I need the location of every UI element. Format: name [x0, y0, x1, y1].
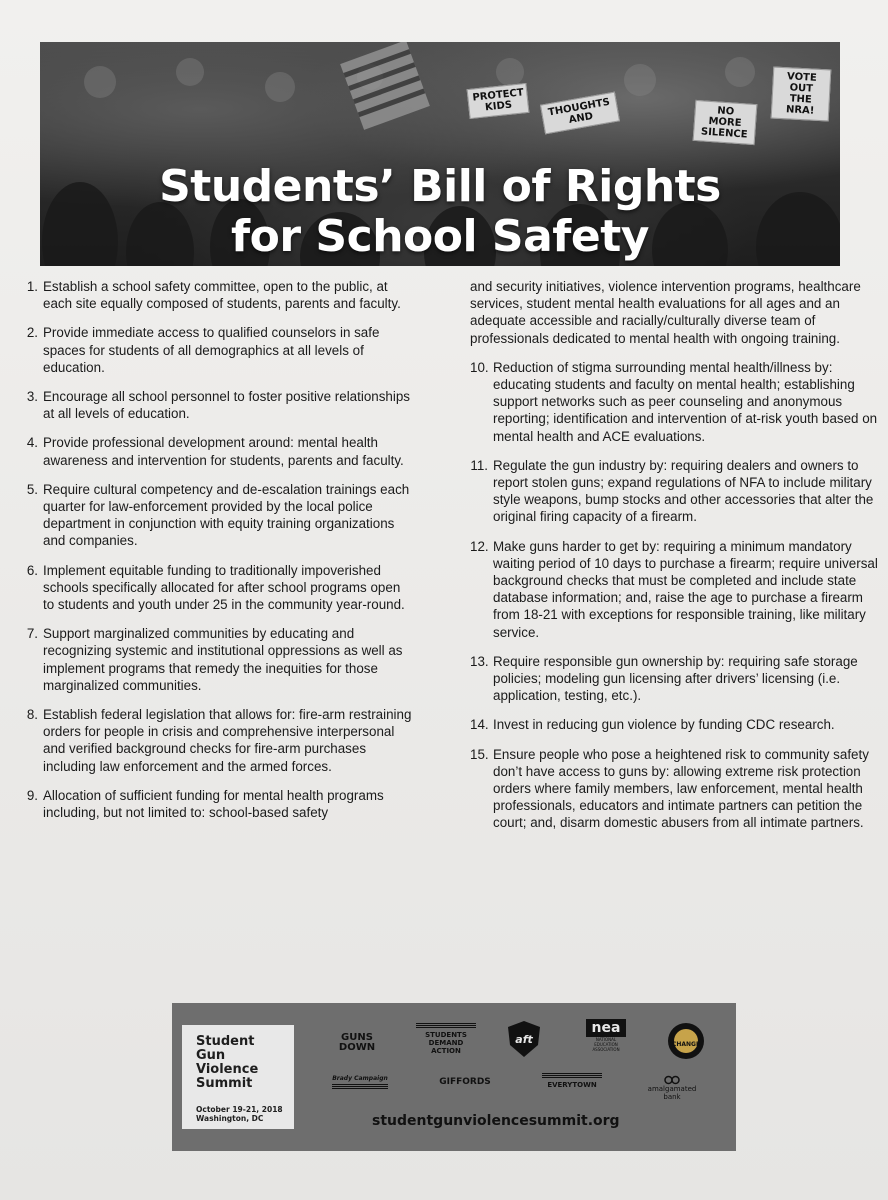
students-demand-action-logo	[416, 1023, 476, 1055]
item-number: 3.	[26, 389, 38, 405]
protest-sign: THOUGHTS AND	[540, 92, 620, 135]
title-line-1: Students’ Bill of Rights	[159, 161, 721, 212]
list-item	[20, 787, 415, 821]
item-text: Implement equitable funding to traditionally impoverished schools specifically allocated for after school programs open to students and youth under 25 in the community year-round.	[43, 562, 405, 613]
item-text: Reduction of stigma surrounding mental health/illness by: educating students and faculty on mental health; establishing support networks such as peer counseling and anonymous reporting; identification and intervention of at-risk youth based on mental health and ACE evaluations.	[493, 359, 878, 444]
item-number: 14.	[470, 717, 489, 733]
item-text: Require cultural competency and de-escalation trainings each quarter for law-enforcement provided by the local police department in conjunction with equity training organizations and companies.	[43, 481, 410, 549]
list-item	[470, 746, 882, 832]
students-demand-action-text: STUDENTS DEMAND ACTION	[425, 1031, 467, 1055]
item-number: 15.	[470, 746, 489, 762]
list-item	[20, 562, 415, 614]
item-text: Encourage all school personnel to foster positive relationships at all levels of education.	[43, 389, 410, 422]
list-item	[20, 324, 415, 376]
summit-url: studentgunviolencesummit.org	[372, 1113, 620, 1129]
item-number: 4.	[26, 435, 38, 451]
item-number: 13.	[470, 653, 489, 669]
item-number: 10.	[470, 359, 489, 375]
change-logo	[666, 1021, 706, 1061]
item-text: Make guns harder to get by: requiring a minimum mandatory waiting period of 10 days to purchase a firearm; require universal background checks that must be completed and include state database information; and, raise the age to purchase a firearm from 18-21 with exceptions for responsible training, like military service.	[493, 538, 878, 640]
summit-date: October 19-21, 2018 Washington, DC	[196, 1105, 283, 1123]
item-number: 6.	[26, 562, 38, 578]
nea-subtitle: NATIONAL EDUCATION ASSOCIATION	[592, 1037, 620, 1052]
item-text: Support marginalized communities by educating and recognizing systemic and institutional oppressions as well as implement programs that remedy the inequities for those marginalized communities.	[43, 626, 403, 693]
item-number: 12.	[470, 538, 489, 554]
item-number: 5.	[26, 481, 38, 497]
protest-sign: VOTE OUT THE NRA!	[771, 67, 832, 122]
nea-text: nea	[586, 1019, 626, 1037]
everytown-logo	[542, 1073, 602, 1090]
amalgamated-text: amalgamated bank	[647, 1085, 697, 1101]
list-item	[20, 625, 415, 694]
item-number: 1.	[26, 279, 38, 294]
protest-sign: PROTECT KIDS	[467, 83, 530, 119]
list-item	[470, 653, 882, 705]
flag-stripes-icon	[416, 1023, 476, 1029]
list-item	[470, 359, 882, 445]
summit-name: Student Gun Violence Summit	[196, 1034, 259, 1091]
infinity-icon	[664, 1075, 680, 1085]
protest-sign: NO MORE SILENCE	[693, 100, 758, 145]
sponsor-footer	[172, 1003, 736, 1151]
list-item	[20, 434, 415, 468]
item-continuation: and security initiatives, violence intervention programs, healthcare services, student mental health evaluations for all ages and an adequate accessible and racially/culturally diverse team of professionals dedicated to mental health with ongoing training.	[470, 279, 861, 346]
giffords-logo: GIFFORDS	[439, 1077, 491, 1087]
item-text: Establish a school safety committee, open to the public, at each site equally composed of students, parents and faculty.	[43, 279, 401, 312]
brady-logo	[332, 1075, 388, 1090]
item-number: 9.	[26, 787, 38, 803]
flag-stripes-icon	[542, 1073, 602, 1078]
item-number: 2.	[26, 325, 38, 341]
list-item	[470, 457, 882, 526]
item-text: Allocation of sufficient funding for mental health programs including, but not limited to: school-based safety	[43, 787, 384, 821]
item-text: Provide professional development around: mental health awareness and intervention for students, parents and faculty.	[43, 435, 404, 468]
right-column	[470, 278, 882, 844]
header-banner	[40, 42, 840, 266]
list-item	[470, 716, 882, 733]
list-item	[20, 706, 415, 775]
item-number: 7.	[26, 626, 38, 642]
aft-logo	[504, 1019, 544, 1059]
aft-text: aft	[515, 1033, 533, 1046]
change-text: CHANGE	[671, 1041, 701, 1048]
item-text: Require responsible gun ownership by: requiring safe storage policies; modeling gun licensing after drivers’ licensing (i.e. application, testing, etc.).	[493, 653, 858, 704]
item-text: Ensure people who pose a heightened risk to community safety don’t have access to guns by: allowing extreme risk protection orders where family members, law enforcement, mental health professionals, educators and intimate partners can petition the court; and, disarm domestic abusers from all intimate partners.	[493, 746, 869, 831]
summit-box	[182, 1025, 294, 1129]
item-number: 11.	[470, 457, 488, 473]
everytown-text: EVERYTOWN	[547, 1081, 597, 1089]
title-line-2: for School Safety	[231, 211, 649, 262]
list-item	[20, 278, 415, 312]
item-text: Provide immediate access to qualified counselors in safe spaces for students of all demographics at all levels of education.	[43, 325, 380, 375]
list-item	[470, 538, 882, 641]
item-text: Invest in reducing gun violence by funding CDC research.	[493, 717, 835, 733]
guns-down-logo: GUNS DOWN	[338, 1032, 376, 1053]
amalgamated-logo	[642, 1075, 702, 1101]
item-text: Establish federal legislation that allows for: fire-arm restraining orders for people in crisis and comprehensive interpersonal and verified background checks for fire-arm purchases including law enforcement and the armed forces.	[43, 707, 412, 774]
list-item	[20, 481, 415, 550]
list-item	[20, 388, 415, 422]
left-column	[20, 278, 415, 833]
item-text: Regulate the gun industry by: requiring dealers and owners to report stolen guns; expand regulations of NFA to include military style weapons, bump stocks and other accessories that alter the original firing capacity of a firearm.	[493, 457, 874, 525]
brady-text: Brady Campaign	[332, 1075, 388, 1082]
flag-stripes-icon	[332, 1084, 388, 1090]
item-number: 8.	[26, 707, 38, 723]
nea-logo	[586, 1019, 626, 1052]
page-title	[40, 162, 840, 262]
